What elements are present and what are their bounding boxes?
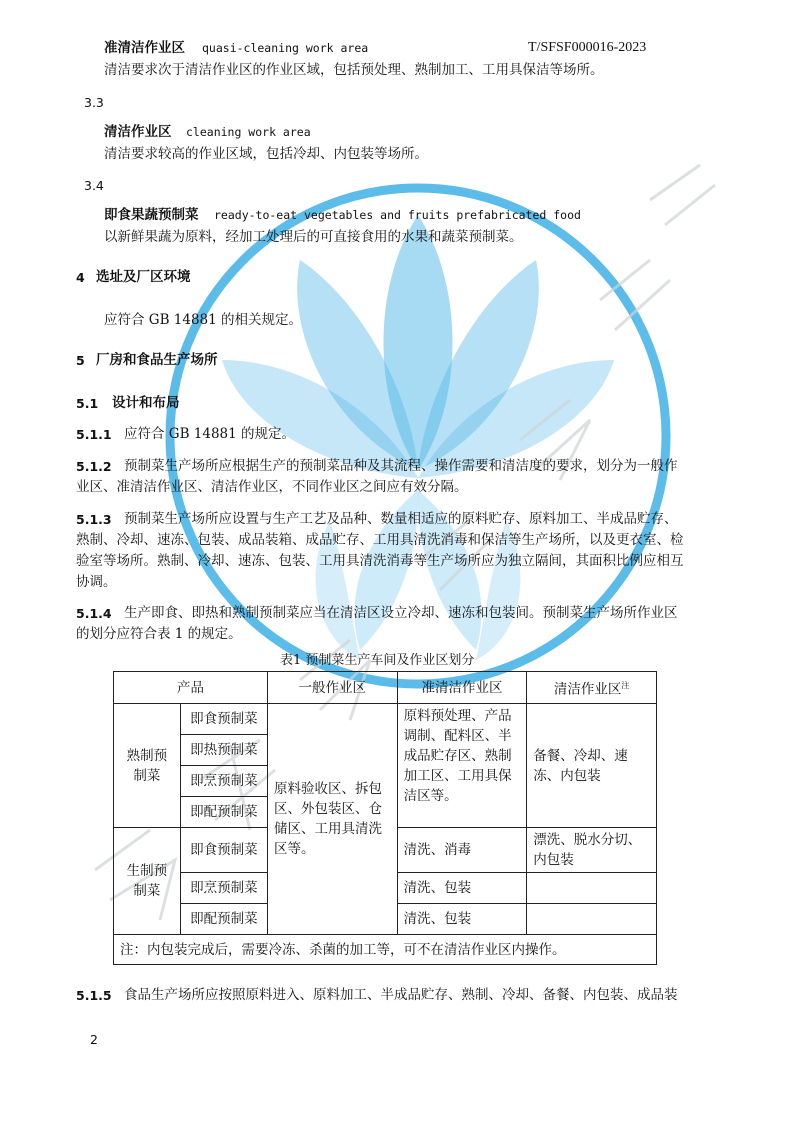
section-5-title: 厂房和食品生产场所 [96,352,218,368]
clause-5-1-2-line1: 预制菜生产场所应根据生产的预制菜品种及其流程、操作需要和清洁度的要求，划分为一般作 [124,458,678,474]
header-general-area: 一般作业区 [267,672,397,704]
header-clean-area-label: 清洁作业区 [553,681,622,698]
product-cell: 即配预制菜 [180,904,267,935]
clause-5-1-1-text: 应符合 GB 14881 的规定。 [124,426,296,442]
zone-division-table [113,671,657,965]
clause-5-1-5-line1: 食品生产场所应按照原料进入、原料加工、半成品贮存、熟制、冷却、备餐、内包装、成品装 [124,987,678,1003]
table-caption: 表1 预制菜生产车间及作业区划分 [280,653,475,668]
clause-5-1-4-number: 5.1.4 [76,606,112,621]
clause-5-1-3-line3: 验室等场所。熟制、冷却、速冻、包装、工用具清洗消毒等生产场所应为独立隔间，其面积比例应相互 [76,553,684,569]
clause-5-1-4-line2: 的划分应符合表 1 的规定。 [76,626,242,642]
section-4-number: 4 [76,270,85,285]
table-note: 注：内包装完成后，需要冷冻、杀菌的加工等，可不在清洁作业区内操作。 [114,935,657,965]
clean-cooked-cell: 备餐、冷却、速冻、内包装 [527,704,657,828]
note-mark: 注 [621,680,630,690]
standard-code: T/SFSF000016-2023 [528,40,647,55]
quasi-clean-cell: 清洗、包装 [397,873,527,904]
header-product: 产品 [114,672,268,704]
header-quasi-clean-area: 准清洁作业区 [397,672,527,704]
product-cell: 即配预制菜 [180,797,267,828]
section-5-1-title: 设计和布局 [112,395,180,411]
product-cell: 即烹预制菜 [180,766,267,797]
def-3-3-term-en: cleaning work area [186,125,311,139]
product-cell: 即热预制菜 [180,735,267,766]
quasi-clean-cell: 清洗、包装 [397,904,527,935]
clause-5-1-3-number: 5.1.3 [76,512,112,527]
def-3-2-text: 清洁要求次于清洁作业区的作业区域，包括预处理、熟制加工、工用具保洁等场所。 [104,62,604,78]
table-row [114,704,657,735]
quasi-clean-cooked-cell: 原料预处理、产品调制、配料区、半成品贮存区、熟制加工区、工用具保洁区等。 [397,704,527,828]
header-clean-area [527,672,657,704]
def-3-4-term-en: ready-to-eat vegetables and fruits prefabricated food [214,208,581,222]
def-3-4-term-zh: 即食果蔬预制菜 [104,207,199,223]
clause-5-1-5-number: 5.1.5 [76,988,112,1003]
general-area-cell: 原料验收区、拆包区、外包装区、仓储区、工用具清洗区等。 [267,704,397,935]
clean-cell [527,873,657,904]
page-number: 2 [90,1032,98,1047]
clause-5-1-3-line4: 协调。 [76,574,117,590]
section-5-number: 5 [76,353,85,368]
clean-cell: 漂洗、脱水分切、内包装 [527,828,657,873]
clause-5-1-4-line1: 生产即食、即热和熟制预制菜应当在清洁区设立冷却、速冻和包装间。预制菜生产场所作业区 [124,605,678,621]
def-3-3-text: 清洁要求较高的作业区域，包括冷却、内包装等场所。 [104,146,428,162]
table-header-row [114,672,657,704]
def-3-4-text: 以新鲜果蔬为原料，经加工处理后的可直接食用的水果和蔬菜预制菜。 [104,229,523,245]
clause-5-1-3-line1: 预制菜生产场所应设置与生产工艺及品种、数量相适应的原料贮存、原料加工、半成品贮存、 [124,511,678,527]
table-note-row [114,935,657,965]
clause-5-1-3-line2: 熟制、冷却、速冻、包装、成品装箱、成品贮存、工用具清洗消毒和保洁等生产场所，以及更衣室、检 [76,532,684,548]
product-cell: 即烹预制菜 [180,873,267,904]
group-cooked: 熟制预制菜 [114,704,181,828]
section-4-title: 选址及厂区环境 [96,269,191,285]
def-3-2-term-en: quasi-cleaning work area [202,41,369,55]
product-cell: 即食预制菜 [180,828,267,873]
clause-5-1-2-number: 5.1.2 [76,459,112,474]
def-3-3-number: 3.3 [84,95,104,110]
def-3-2-term-zh: 准清洁作业区 [104,40,185,56]
product-cell: 即食预制菜 [180,704,267,735]
group-raw: 生制预制菜 [114,828,181,935]
quasi-clean-cell: 清洗、消毒 [397,828,527,873]
clean-cell [527,904,657,935]
clause-5-1-2-line2: 业区、准清洁作业区、清洁作业区，不同作业区之间应有效分隔。 [76,479,468,495]
section-4-text: 应符合 GB 14881 的相关规定。 [104,312,303,328]
clause-5-1-1-number: 5.1.1 [76,427,112,442]
def-3-3-term-zh: 清洁作业区 [104,124,172,140]
section-5-1-number: 5.1 [76,396,99,411]
def-3-4-number: 3.4 [84,178,104,193]
